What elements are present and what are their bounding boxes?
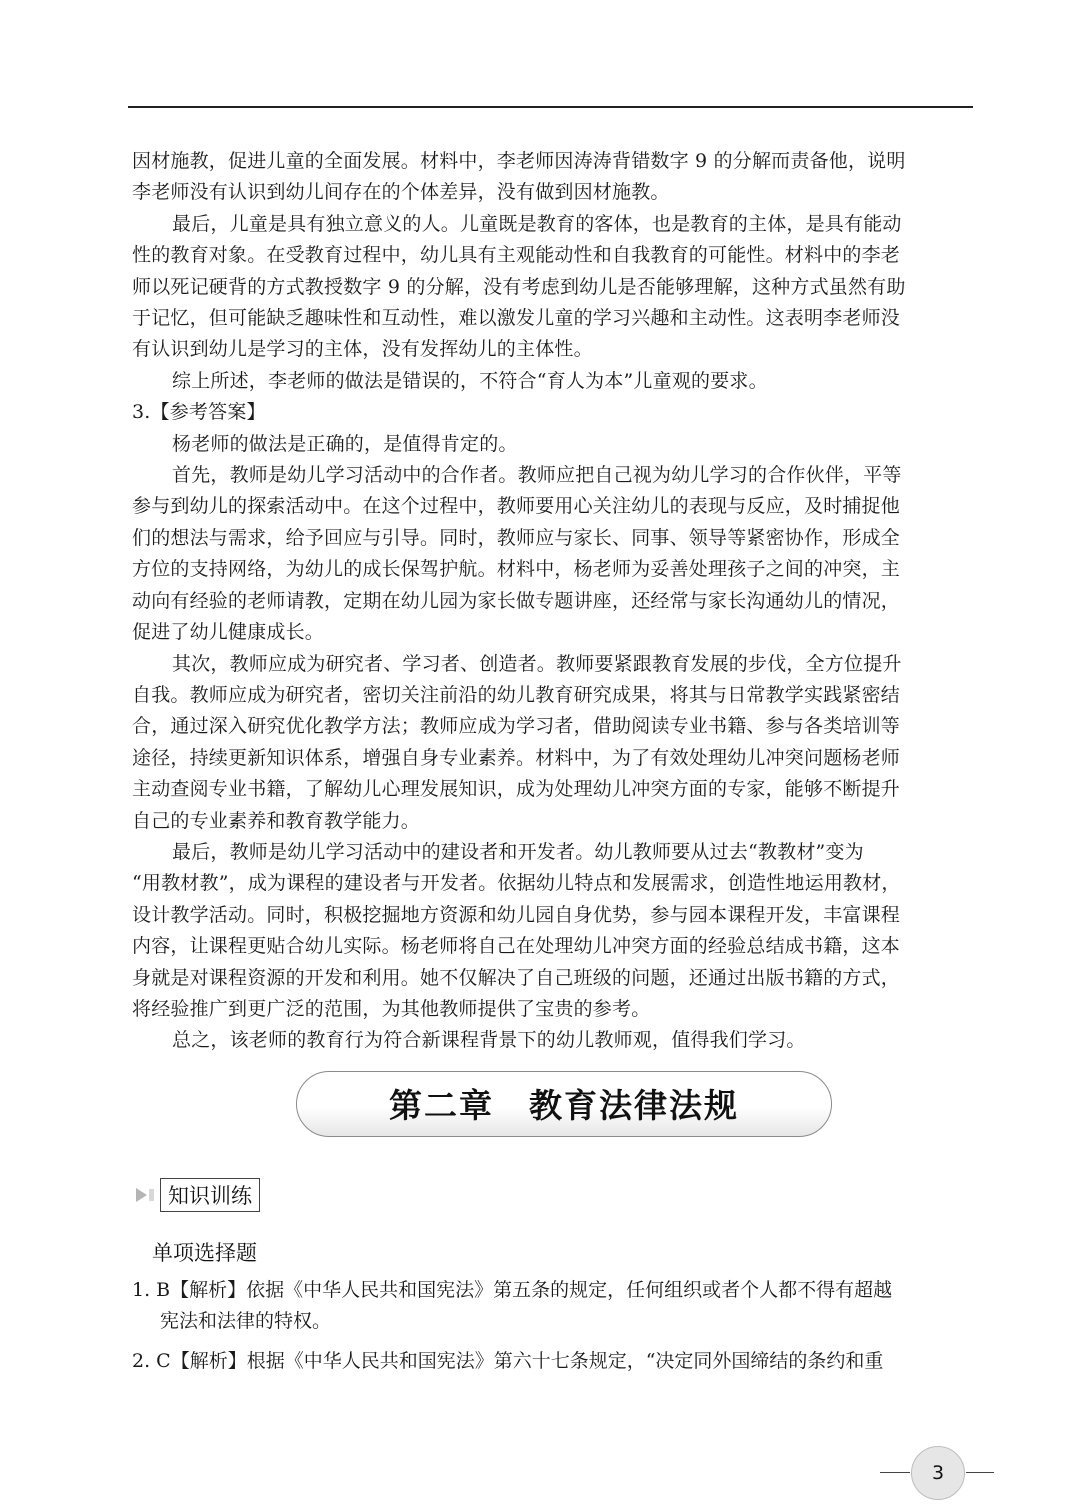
paragraph (132, 209, 972, 366)
text-line: 促进了幼儿健康成长。 (132, 621, 325, 644)
chapter-title: 第二章 教育法律法规 (389, 1086, 739, 1126)
text-line: 参与到幼儿的探索活动中。在这个过程中，教师要用心关注幼儿的表现与反应，及时捕捉他 (132, 495, 901, 518)
paragraph (132, 460, 972, 648)
text-line: 自己的专业素养和教育教学能力。 (132, 809, 421, 832)
question-line: 宪法和法律的特权。 (160, 1310, 332, 1333)
text-line: 将经验推广到更广泛的范围，为其他教师提供了宝贵的参考。 (132, 997, 651, 1020)
text-line: 杨老师的做法是正确的，是值得肯定的。 (172, 432, 518, 455)
question-item (132, 1275, 972, 1338)
text-line: 身就是对课程资源的开发和利用。她不仅解决了自己班级的问题，还通过出版书籍的方式， (132, 966, 901, 989)
question-line: 2. C【解析】根据《中华人民共和国宪法》第六十七条规定，“决定同外国缔结的条约和重 (132, 1349, 884, 1372)
text-line: 李老师没有认识到幼儿间存在的个体差异，没有做到因材施教。 (132, 181, 670, 204)
header-rule (128, 106, 973, 108)
text-line: 内容，让课程更贴合幼儿实际。杨老师将自己在处理幼儿冲突方面的经验总结成书籍，这本 (132, 935, 901, 958)
triangle-marker-icon (136, 1188, 147, 1202)
text-line: 动向有经验的老师请教，定期在幼儿园为家长做专题讲座，还经常与家长沟通幼儿的情况， (132, 589, 901, 612)
question-list (132, 1275, 972, 1377)
page-rule-left (880, 1472, 910, 1473)
paragraph (132, 397, 972, 428)
page-content (132, 146, 972, 1377)
chapter-title-box (296, 1071, 832, 1137)
text-line: 3.【参考答案】 (132, 401, 266, 424)
question-line: 1. B【解析】依据《中华人民共和国宪法》第五条的规定，任何组织或者个人都不得有超越 (132, 1278, 893, 1301)
text-line: 自我。教师应成为研究者，密切关注前沿的幼儿教育研究成果，将其与日常教学实践紧密结 (132, 683, 901, 706)
marker-bar-icon (149, 1189, 154, 1201)
text-line: 有认识到幼儿是学习的主体，没有发挥幼儿的主体性。 (132, 338, 593, 361)
question-item (132, 1346, 972, 1377)
paragraph (132, 837, 972, 1025)
paragraph (132, 366, 972, 397)
page-number: 3 (911, 1446, 965, 1500)
section-header (136, 1175, 972, 1215)
text-line: 最后，儿童是具有独立意义的人。儿童既是教育的客体，也是教育的主体，是具有能动 (172, 212, 902, 235)
text-line: “用教材教”，成为课程的建设者与开发者。依据幼儿特点和发展需求，创造性地运用教材， (132, 872, 901, 895)
text-line: 合，通过深入研究优化教学方法；教师应成为学习者，借助阅读专业书籍、参与各类培训等 (132, 715, 901, 738)
text-line: 途径，持续更新知识体系，增强自身专业素养。材料中，为了有效处理幼儿冲突问题杨老师 (132, 746, 901, 769)
text-line: 于记忆，但可能缺乏趣味性和互动性，难以激发儿童的学习兴趣和主动性。这表明李老师没 (132, 307, 901, 330)
chapter-banner (132, 1067, 972, 1145)
subsection-heading: 单项选择题 (152, 1240, 257, 1265)
text-line: 方位的支持网络，为幼儿的成长保驾护航。材料中，杨老师为妥善处理孩子之间的冲突，主 (132, 558, 901, 581)
section-label: 知识训练 (160, 1178, 260, 1212)
paragraph (132, 1025, 972, 1056)
paragraph (132, 649, 972, 837)
text-line: 主动查阅专业书籍，了解幼儿心理发展知识，成为处理幼儿冲突方面的专家，能够不断提升 (132, 778, 901, 801)
text-line: 首先，教师是幼儿学习活动中的合作者。教师应把自己视为幼儿学习的合作伙伴，平等 (172, 464, 902, 487)
paragraph (132, 146, 972, 209)
text-line: 们的想法与需求，给予回应与引导。同时，教师应与家长、同事、领导等紧密协作，形成全 (132, 526, 901, 549)
text-line: 因材施教，促进儿童的全面发展。材料中，李老师因涛涛背错数字 9 的分解而责备他，说明 (132, 150, 906, 172)
text-line: 总之，该老师的教育行为符合新课程背景下的幼儿教师观，值得我们学习。 (172, 1029, 806, 1052)
page-number-badge (880, 1445, 995, 1495)
page-rule-right (966, 1472, 994, 1473)
text-line: 设计教学活动。同时，积极挖掘地方资源和幼儿园自身优势，参与园本课程开发，丰富课程 (132, 903, 901, 926)
text-line: 师以死记硬背的方式教授数字 9 的分解，没有考虑到幼儿是否能够理解，这种方式虽然有助 (132, 275, 906, 298)
answer-text (132, 146, 972, 1057)
text-line: 综上所述，李老师的做法是错误的，不符合“育人为本”儿童观的要求。 (172, 369, 768, 392)
text-line: 其次，教师应成为研究者、学习者、创造者。教师要紧跟教育发展的步伐，全方位提升 (172, 652, 902, 675)
paragraph (132, 429, 972, 460)
text-line: 最后，教师是幼儿学习活动中的建设者和开发者。幼儿教师要从过去“教教材”变为 (172, 840, 864, 863)
text-line: 性的教育对象。在受教育过程中，幼儿具有主观能动性和自我教育的可能性。材料中的李老 (132, 244, 901, 267)
